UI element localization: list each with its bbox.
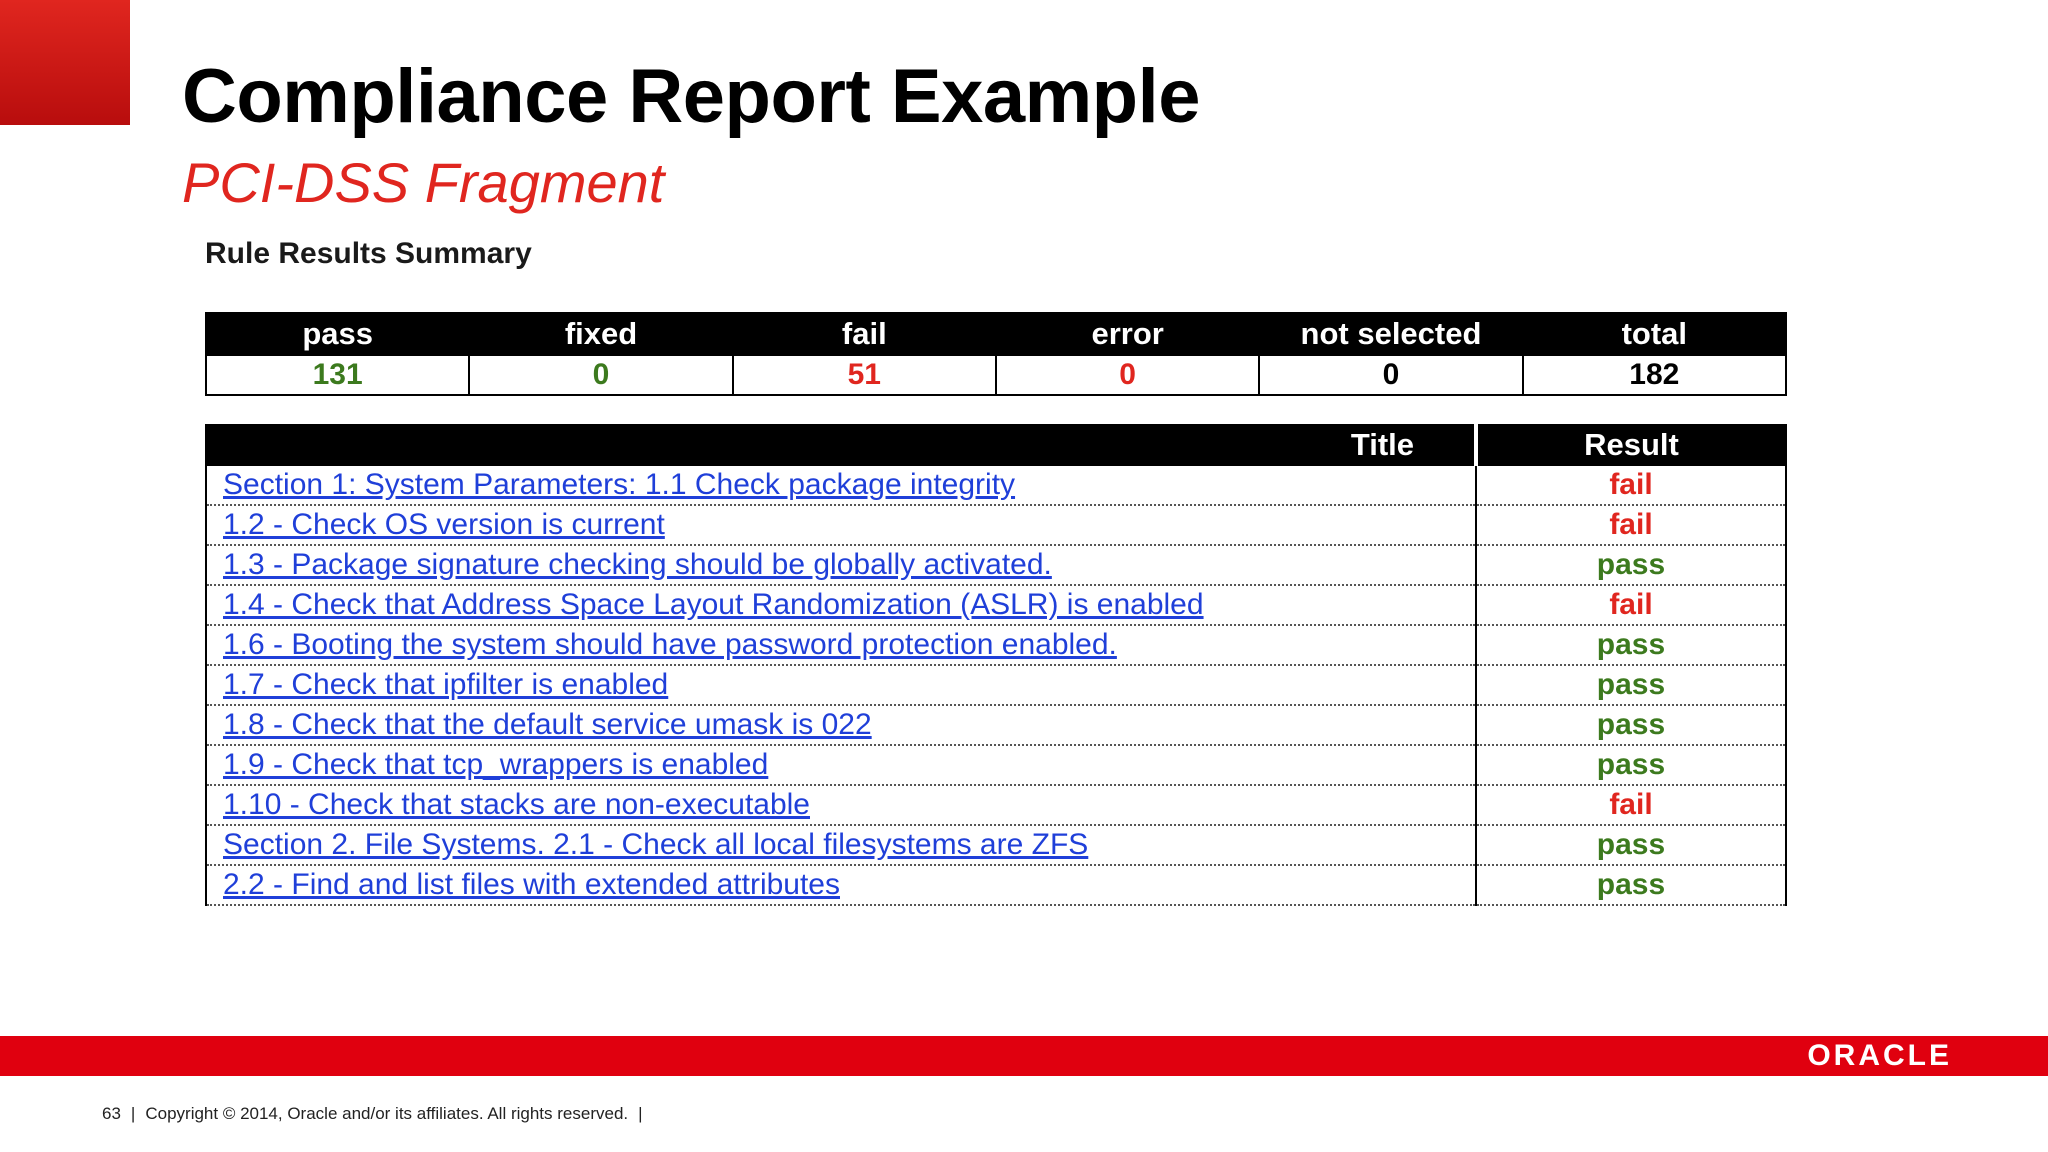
rule-link[interactable]: Section 1: System Parameters: 1.1 Check package integrity <box>223 468 1016 501</box>
results-header-title: Title <box>206 424 1476 466</box>
summary-value-fixed: 0 <box>469 355 732 395</box>
result-row <box>206 785 1786 825</box>
result-status: fail <box>1476 785 1786 825</box>
rule-link[interactable]: 1.3 - Package signature checking should be globally activated. <box>223 548 1052 581</box>
result-title-cell <box>206 665 1476 705</box>
result-status: pass <box>1476 665 1786 705</box>
result-status: pass <box>1476 825 1786 865</box>
corner-accent-block <box>0 0 130 125</box>
summary-value-row <box>206 355 1786 395</box>
slide-subtitle: PCI-DSS Fragment <box>182 151 665 214</box>
result-row <box>206 865 1786 905</box>
result-status: fail <box>1476 585 1786 625</box>
result-row <box>206 545 1786 585</box>
summary-value-pass: 131 <box>206 355 469 395</box>
footer <box>102 1104 653 1124</box>
summary-header-not-selected: not selected <box>1259 313 1522 355</box>
footer-divider: | <box>130 1104 136 1123</box>
result-title-cell <box>206 705 1476 745</box>
rule-link[interactable]: 1.7 - Check that ipfilter is enabled <box>223 668 669 701</box>
result-row <box>206 745 1786 785</box>
result-row <box>206 625 1786 665</box>
summary-value-error: 0 <box>996 355 1259 395</box>
result-title-cell <box>206 505 1476 545</box>
footer-bar <box>0 1036 2048 1076</box>
rule-link[interactable]: 1.2 - Check OS version is current <box>223 508 665 541</box>
result-status: pass <box>1476 745 1786 785</box>
rule-link[interactable]: Section 2. File Systems. 2.1 - Check all local filesystems are ZFS <box>223 828 1089 861</box>
oracle-logo: ORACLE <box>1807 1039 1952 1072</box>
result-status: pass <box>1476 865 1786 905</box>
results-table <box>205 424 1787 906</box>
result-status: pass <box>1476 545 1786 585</box>
summary-value-fail: 51 <box>733 355 996 395</box>
result-title-cell <box>206 825 1476 865</box>
result-status: pass <box>1476 705 1786 745</box>
slide-title: Compliance Report Example <box>182 54 1200 139</box>
summary-heading: Rule Results Summary <box>205 237 532 270</box>
page-number: 63 <box>102 1104 121 1123</box>
result-row <box>206 825 1786 865</box>
result-title-cell <box>206 466 1476 505</box>
summary-header-row <box>206 313 1786 355</box>
rule-link[interactable]: 1.4 - Check that Address Space Layout Randomization (ASLR) is enabled <box>223 588 1204 621</box>
result-status: pass <box>1476 625 1786 665</box>
results-header-result: Result <box>1476 424 1786 466</box>
summary-header-pass: pass <box>206 313 469 355</box>
summary-table <box>205 312 1787 396</box>
result-row <box>206 705 1786 745</box>
rule-link[interactable]: 2.2 - Find and list files with extended attributes <box>223 868 840 901</box>
results-header-row <box>206 424 1786 466</box>
summary-value-not-selected: 0 <box>1259 355 1522 395</box>
result-row <box>206 665 1786 705</box>
summary-header-fixed: fixed <box>469 313 732 355</box>
result-row <box>206 466 1786 505</box>
summary-header-total: total <box>1523 313 1786 355</box>
result-title-cell <box>206 625 1476 665</box>
results-table-container[interactable] <box>205 424 1787 920</box>
result-title-cell <box>206 745 1476 785</box>
footer-divider: | <box>638 1104 643 1123</box>
result-status: fail <box>1476 505 1786 545</box>
rule-link[interactable]: 1.6 - Booting the system should have password protection enabled. <box>223 628 1117 661</box>
result-title-cell <box>206 865 1476 905</box>
result-title-cell <box>206 585 1476 625</box>
result-row <box>206 585 1786 625</box>
summary-value-total: 182 <box>1523 355 1786 395</box>
rule-link[interactable]: 1.8 - Check that the default service umask is 022 <box>223 708 872 741</box>
result-title-cell <box>206 785 1476 825</box>
rule-link[interactable]: 1.9 - Check that tcp_wrappers is enabled <box>223 748 769 781</box>
result-row <box>206 505 1786 545</box>
copyright-text: Copyright © 2014, Oracle and/or its affiliates. All rights reserved. <box>145 1104 629 1123</box>
summary-header-error: error <box>996 313 1259 355</box>
results-body <box>206 466 1786 905</box>
summary-header-fail: fail <box>733 313 996 355</box>
result-status: fail <box>1476 466 1786 505</box>
rule-link[interactable]: 1.10 - Check that stacks are non-executable <box>223 788 810 821</box>
result-title-cell <box>206 545 1476 585</box>
